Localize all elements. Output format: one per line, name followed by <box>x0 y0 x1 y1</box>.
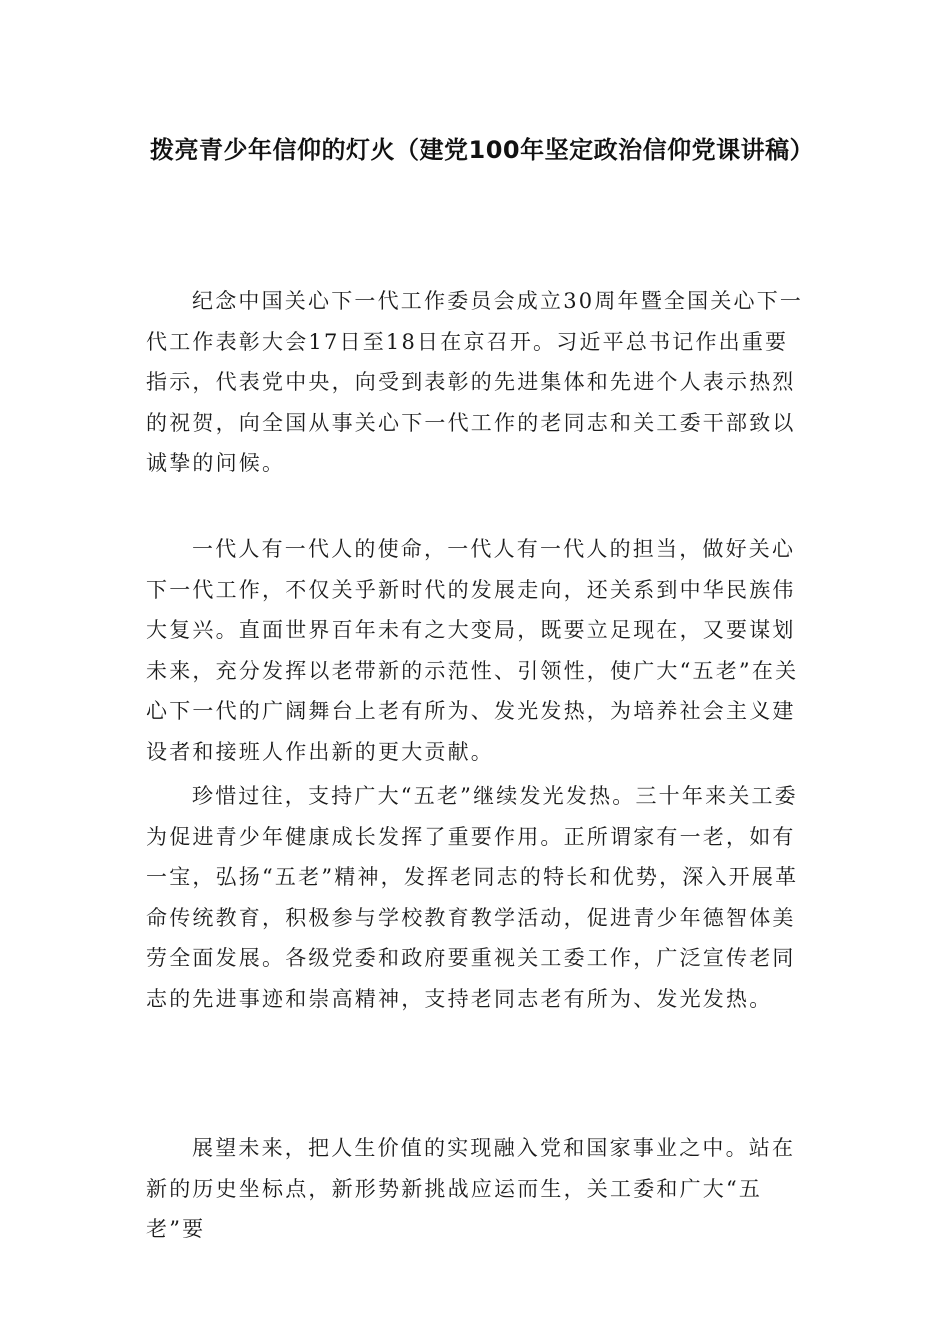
paragraph-4: 展望未来，把人生价值的实现融入党和国家事业之中。站在新的历史坐标点，新形势新挑战应运而生，关工委和广大“五老”要 <box>146 1136 796 1241</box>
paragraph-3: 珍惜过往，支持广大“五老”继续发光发热。三十年来关工委为促进青少年健康成长发挥了重要作用。正所谓家有一老，如有一宝，弘扬“五老”精神，发挥老同志的特长和优势，深入开展革命传统教育，积极参与学校教育教学活动，促进青少年德智体美劳全面发展。各级党委和政府要重视关工委工作，广泛宣传老同志的先进事迹和崇高精神，支持老同志老有所为、发光发热。 <box>146 784 799 1011</box>
paragraph-1: 纪念中国关心下一代工作委员会成立30周年暨全国关心下一代工作表彰大会17日至18日在京召开。习近平总书记作出重要指示，代表党中央，向受到表彰的先进集体和先进个人表示热烈的祝贺，向全国从事关心下一代工作的老同志和关工委干部致以诚挚的问候。 <box>146 289 804 475</box>
paragraph-2: 一代人有一代人的使命，一代人有一代人的担当，做好关心下一代工作，不仅关乎新时代的发展走向，还关系到中华民族伟大复兴。直面世界百年未有之大变局，既要立足现在，又要谋划未来，充分发挥以老带新的示范性、引领性，使广大“五老”在关心下一代的广阔舞台上老有所为、发光发热，为培养社会主义建设者和接班人作出新的更大贡献。 <box>146 537 799 764</box>
document-title: 拨亮青少年信仰的灯火（建党100年坚定政治信仰党课讲稿） <box>150 136 815 164</box>
